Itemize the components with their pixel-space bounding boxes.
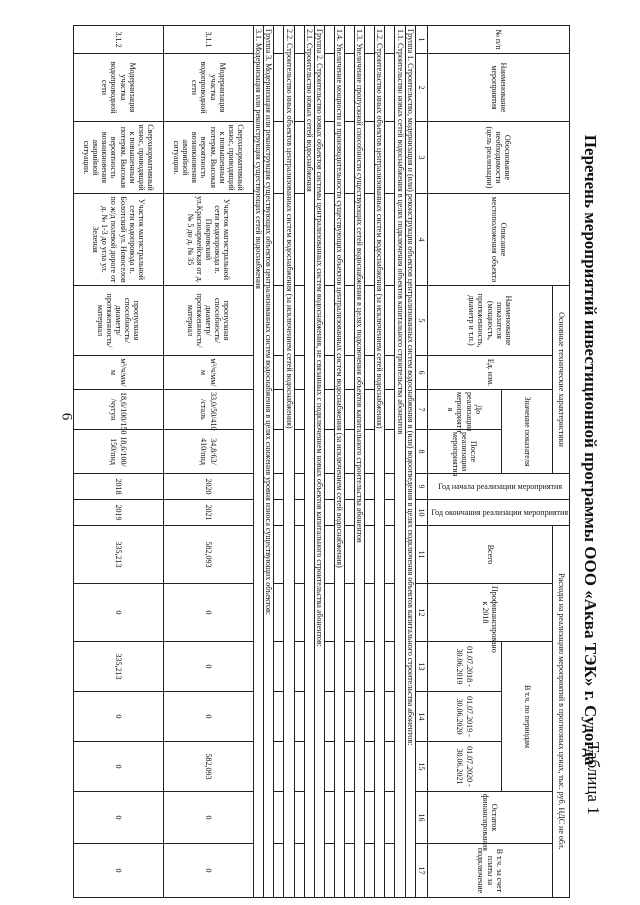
col-number: 11: [415, 526, 427, 584]
row-total: 335,213: [74, 526, 164, 584]
row-period-3: 0: [74, 742, 164, 792]
group-heading: Группа 1. Строительство, модернизация и (или) реконструкция объектов централизованных систем водоснабжения и (или) водоотведения в целях подключения объектов капитального строительства абонентов:: [405, 26, 415, 898]
row-reason: Сверхнормативный износ, приводящий к повышенным потерям. Высокая вероятность возникновения аварийной ситуации.: [164, 122, 254, 194]
row-start: 2020: [164, 474, 254, 500]
table-row: [164, 26, 254, 898]
group-1-row: [405, 26, 415, 898]
row-num: 3.1.1: [164, 26, 254, 54]
col-number: 13: [415, 642, 427, 692]
group-heading: Группа 2. Строительство новых объектов системы централизованных систем водоснабжения, не связанных с подключением новых объектов капитального строительства абонентов:: [314, 26, 324, 898]
col-number: 8: [415, 430, 427, 474]
row-funded: 0: [164, 584, 254, 642]
col-number: 17: [415, 844, 427, 898]
section-1-3-row: [355, 26, 365, 898]
header-by-periods: В т.ч. по периодам: [501, 642, 552, 792]
header-after: После реализации мероприятия: [428, 430, 502, 474]
col-number: 5: [415, 286, 427, 356]
page-number: 6: [58, 412, 75, 421]
header-incl-fee: В т.ч. за счет платы за подключение: [428, 844, 553, 898]
row-before: 18,6/100/150 /чугун: [74, 390, 164, 430]
header-num: № п/п: [428, 26, 570, 54]
header-value: Значение показателя: [501, 390, 552, 474]
row-start: 2018: [74, 474, 164, 500]
empty-row: [385, 26, 395, 898]
col-number: 1: [415, 26, 427, 54]
group-2-row: [314, 26, 324, 898]
investment-table: [73, 25, 570, 898]
empty-row: [365, 26, 375, 898]
header-total: Всего: [428, 526, 553, 584]
col-number: 12: [415, 584, 427, 642]
header-remain: Остаток финансирования: [428, 792, 553, 844]
row-remain: 0: [74, 792, 164, 844]
header-indicator: Наименование показателя (мощность, протяженность, диаметр и т.п.): [428, 286, 553, 356]
group-3-row: [264, 26, 274, 898]
row-end: 2019: [74, 500, 164, 526]
section-3-1-row: [254, 26, 264, 898]
section-heading: 1.3. Увеличение пропускной способности существующих сетей водоснабжения в целях подключения объектов капитального строительства абонентов: [355, 26, 365, 898]
column-number-row: [415, 26, 427, 898]
row-remain: 0: [164, 792, 254, 844]
group-heading: Группа 3. Модернизация или реконструкция существующих объектов централизованных систем водоснабжения в целях снижения уровня износа существующих объектов:: [264, 26, 274, 898]
header-end-year: Год окончания реализации мероприятия: [428, 500, 570, 526]
row-after: 34,8/63/ 410/пнд: [164, 430, 254, 474]
col-number: 16: [415, 792, 427, 844]
row-fee: 0: [74, 844, 164, 898]
col-number: 15: [415, 742, 427, 792]
row-period-1: 335,213: [74, 642, 164, 692]
row-after: 18,6/100/ 150/пнд: [74, 430, 164, 474]
table-label: Таблица 1: [584, 742, 603, 815]
row-period-3: 582,093: [164, 742, 254, 792]
header-before: До реализации мероприяти я: [428, 390, 502, 430]
row-total: 582,093: [164, 526, 254, 584]
row-period-1: 0: [164, 642, 254, 692]
row-end: 2021: [164, 500, 254, 526]
empty-row: [274, 26, 284, 898]
col-number: 7: [415, 390, 427, 430]
col-number: 2: [415, 54, 427, 122]
section-heading: 2.1. Строительство новых сетей водоснабжения: [304, 26, 314, 898]
section-heading: 1.4. Увеличение мощности и производительности существующих объектов централизованных систем водоснабжения (за исключением сетей водоснабжения): [334, 26, 344, 898]
header-expenses: Расходы на реализацию мероприятий в прогнозных ценах, тыс. руб. НДС не обл.: [553, 526, 570, 898]
header-start-year: Год начала реализации мероприятия: [428, 474, 570, 500]
row-fee: 0: [164, 844, 254, 898]
empty-row: [294, 26, 304, 898]
row-before: 33,0/50/410 /сталь: [164, 390, 254, 430]
header-period-1: 01.07.2018 - 30.06.2019: [428, 642, 502, 692]
row-reason: Сверхнормативный износ, приводящий к повышенным потерям. Высокая вероятность возникновения аварийной ситуации.: [74, 122, 164, 194]
row-funded: 0: [74, 584, 164, 642]
row-num: 3.1.2: [74, 26, 164, 54]
empty-row: [345, 26, 355, 898]
row-name: Модернизация участка водопроводной сети: [74, 54, 164, 122]
header-reason: Обоснование необходимости (цель реализации): [428, 122, 570, 194]
col-number: 14: [415, 692, 427, 742]
row-indicator: пропускная способность/ диаметр/ протяженность/ материал: [74, 286, 164, 356]
header-row-1: [553, 26, 570, 898]
document-title: Перечень мероприятий инвестиционной программы ООО «Аква ТЭК» г. Судогда: [581, 134, 600, 766]
col-number: 9: [415, 474, 427, 500]
col-number: 3: [415, 122, 427, 194]
section-1-4-row: [334, 26, 344, 898]
header-period-3: 01.07.2020 - 30.06.2021: [428, 742, 502, 792]
row-period-2: 0: [164, 692, 254, 742]
row-location: Участок магистральной сети водопровода п. Покровский ул.Красноармейская от д. № 5 до д. № 35: [164, 194, 254, 286]
section-2-2-row: [284, 26, 294, 898]
col-number: 4: [415, 194, 427, 286]
section-heading: 2.2. Строительство иных объектов централизованных систем водоснабжения (за исключением сетей водоснабжения): [284, 26, 294, 898]
section-2-1-row: [304, 26, 314, 898]
header-unit: Ед. изм.: [428, 356, 553, 390]
row-name: Модернизация участка водопроводной сети: [164, 54, 254, 122]
section-heading: 1.1. Строительство новых сетей водоснабжения в целях подключения объектов капитального строительства абонентов: [395, 26, 405, 898]
section-1-2-row: [375, 26, 385, 898]
col-number: 10: [415, 500, 427, 526]
header-funded: Профинансировано к 2018: [428, 584, 553, 642]
header-tech: Основные технические характеристики: [553, 286, 570, 474]
header-period-2: 01.07.2019 - 30.06.2020: [428, 692, 502, 742]
row-indicator: пропускная способность/ диаметр/ протяженность/ материал: [164, 286, 254, 356]
header-name: Наименование мероприятия: [428, 54, 570, 122]
row-unit: м³/ч/мм/м: [74, 356, 164, 390]
section-heading: 1.2. Строительство иных объектов централизованных систем водоснабжения (за исключением сетей водоснабжения): [375, 26, 385, 898]
col-number: 6: [415, 356, 427, 390]
header-location: Описание местоположения объекта: [428, 194, 570, 286]
section-1-1-row: [395, 26, 405, 898]
row-period-2: 0: [74, 692, 164, 742]
table-row: [74, 26, 164, 898]
empty-row: [324, 26, 334, 898]
row-location: Участок магистральной сети водопровода п. Болотский ул. Новоселов по ж/д полевой дороге от д. № 1-3 до угла ул. Зеленая: [74, 194, 164, 286]
section-heading: 3.1. Модернизация или реконструкция существующих сетей водоснабжения: [254, 26, 264, 898]
row-unit: м³/ч/мм/м: [164, 356, 254, 390]
